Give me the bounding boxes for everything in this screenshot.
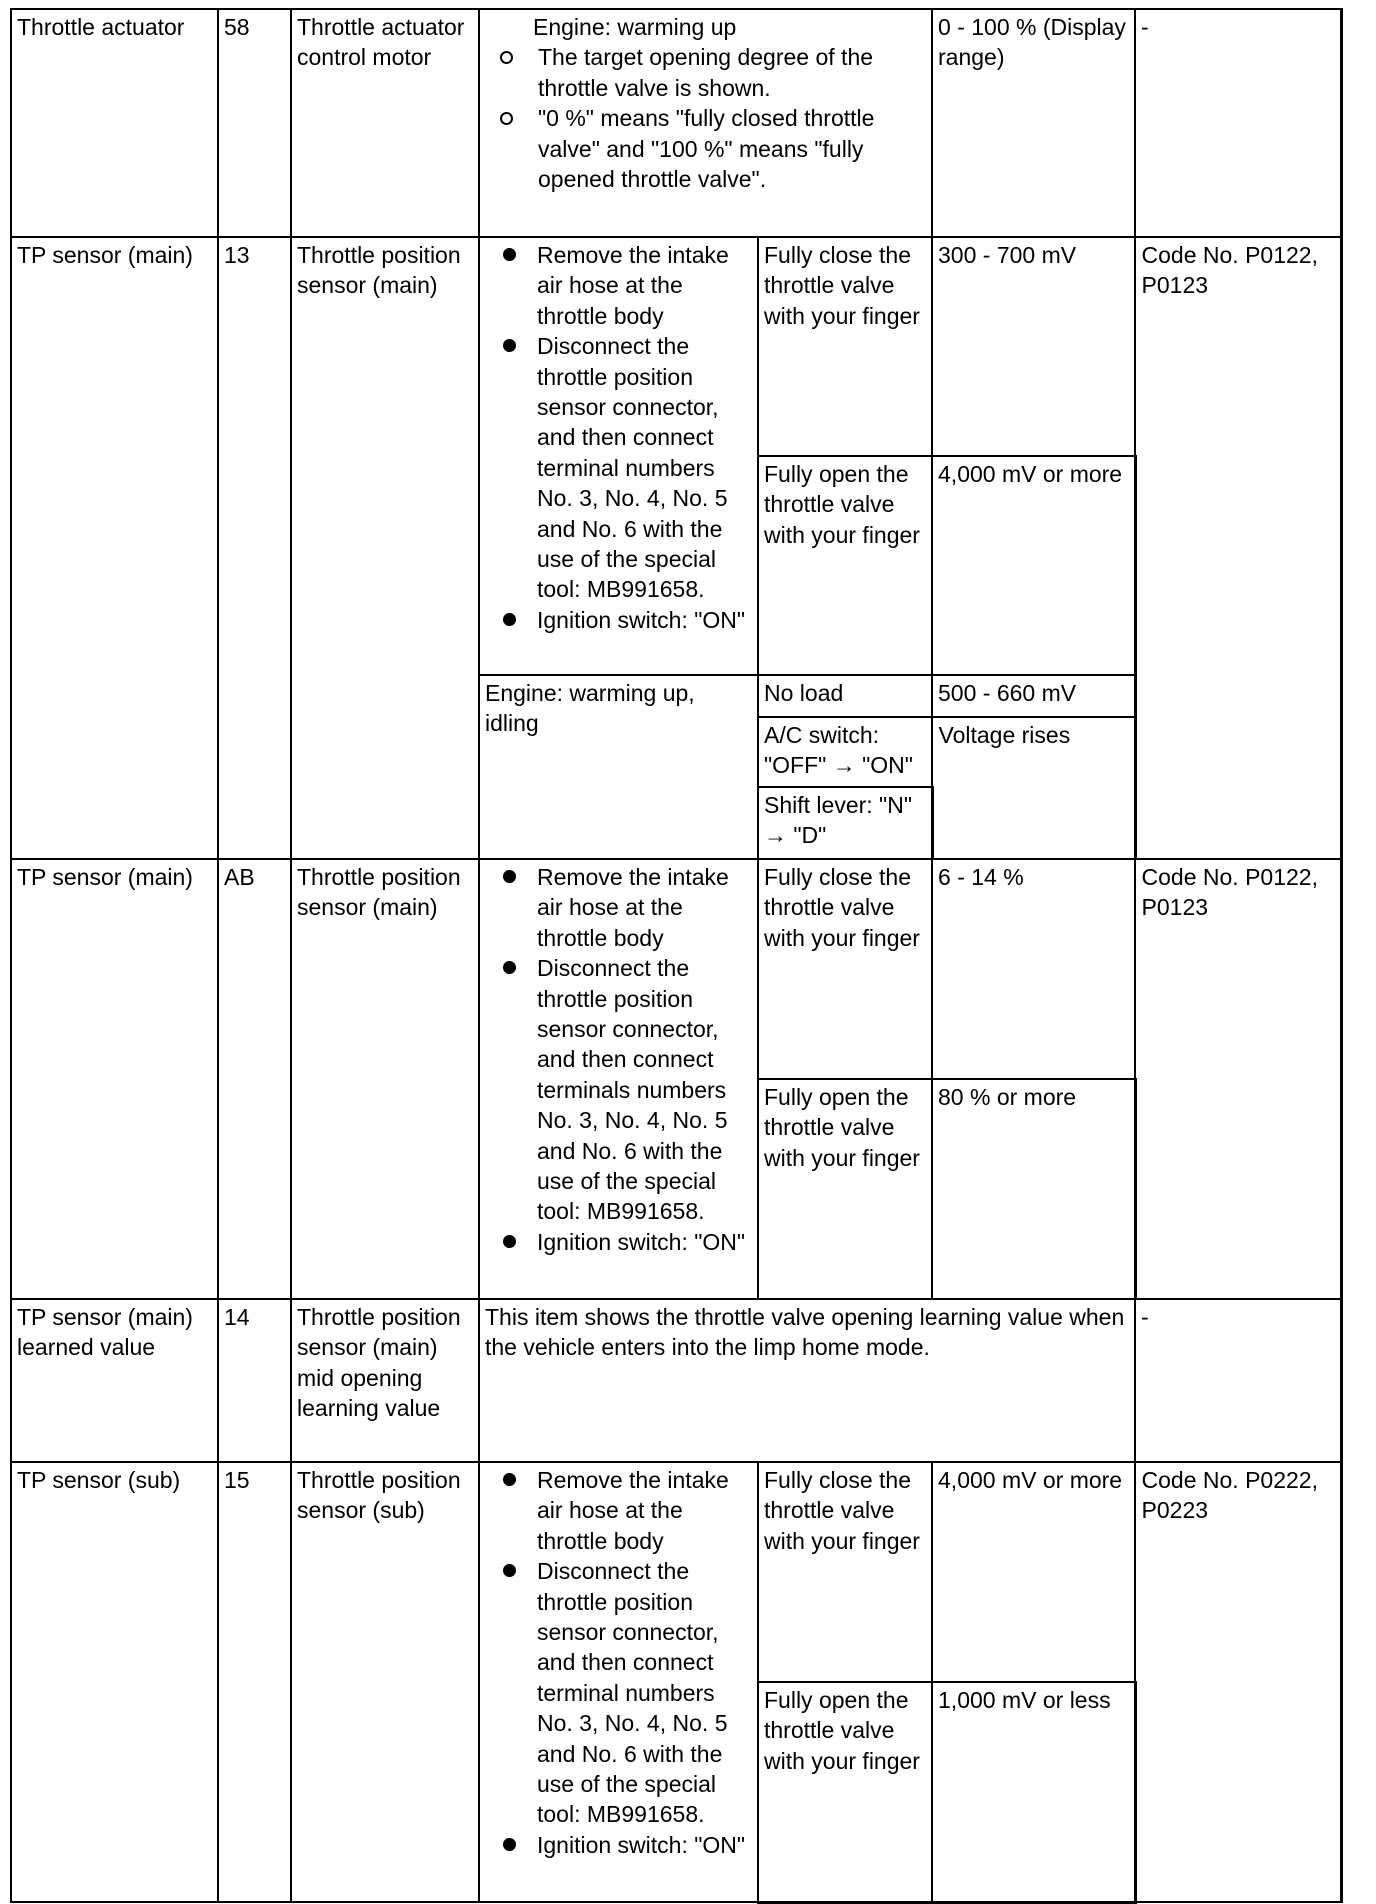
item-name-cell: Throttle actuator control motor (291, 9, 479, 237)
item-name-cell: Throttle position sensor (main) mid opening learning value (291, 1299, 479, 1462)
item-no-cell: 14 (218, 1299, 291, 1462)
condition-notes (485, 42, 926, 194)
normal-condition-cell: 6 - 14 % (932, 859, 1135, 1079)
item-name-cell: Throttle position sensor (main) (291, 237, 479, 859)
item-no-cell: 58 (218, 9, 291, 237)
prep-cell (479, 237, 758, 675)
prep-list (485, 862, 752, 1257)
normal-condition-cell: 4,000 mV or more (932, 1462, 1135, 1682)
inspection-cell: - (1135, 1299, 1341, 1462)
service-manual-page (10, 8, 1340, 1904)
check-condition-cell: Fully close the throttle valve with your finger (758, 859, 932, 1079)
list-item: Ignition switch: "ON" (485, 1830, 752, 1860)
inspection-cell: Code No. P0222, P0223 (1135, 1462, 1341, 1902)
check-condition-cell: Fully close the throttle valve with your finger (758, 1462, 932, 1682)
normal-condition-cell: 4,000 mV or more (932, 456, 1135, 675)
check-condition-cell: Fully close the throttle valve with your finger (758, 237, 932, 456)
list-item: Remove the intake air hose at the throttle body (485, 1465, 752, 1556)
list-item: Disconnect the throttle position sensor connector, and then connect terminal numbers No. 3, No. 4, No. 5 and No. 6 with the use of the special tool: MB991658. (485, 331, 752, 605)
list-item: Disconnect the throttle position sensor connector, and then connect terminal numbers No. 3, No. 4, No. 5 and No. 6 with the use of the special tool: MB991658. (485, 1556, 752, 1830)
item-cell: TP sensor (sub) (11, 1462, 218, 1902)
item-no-cell: 13 (218, 237, 291, 859)
prep-cell (479, 859, 758, 1299)
normal-condition-cell: 500 - 660 mV (932, 675, 1135, 717)
normal-condition-cell: 80 % or more (932, 1079, 1135, 1299)
list-item: Remove the intake air hose at the throttle body (485, 862, 752, 953)
condition-cell (479, 9, 932, 237)
list-item: "0 %" means "fully closed throttle valve" and "100 %" means "fully opened throttle valve". (538, 103, 926, 194)
prep-list (485, 240, 752, 635)
description-cell: This item shows the throttle valve opening learning value when the vehicle enters into the limp home mode. (479, 1299, 1135, 1462)
idle-condition-cell: Engine: warming up, idling (479, 675, 758, 859)
table-row (11, 1299, 1341, 1462)
check-condition-cell: A/C switch: "OFF" → "ON" (758, 717, 932, 787)
item-no-cell: 15 (218, 1462, 291, 1902)
data-list-table (10, 8, 1343, 1904)
table-row (11, 237, 1341, 456)
check-condition-cell: Fully open the throttle valve with your finger (758, 456, 932, 675)
check-condition-cell: Fully open the throttle valve with your finger (758, 1682, 932, 1902)
item-cell: TP sensor (main) (11, 237, 218, 859)
check-condition-cell: Shift lever: "N" → "D" (758, 787, 932, 859)
item-name-cell: Throttle position sensor (main) (291, 859, 479, 1299)
item-cell: Throttle actuator (11, 9, 218, 237)
table-row (11, 9, 1341, 237)
list-item: Disconnect the throttle position sensor connector, and then connect terminals numbers No. 3, No. 4, No. 5 and No. 6 with the use of the special tool: MB991658. (485, 953, 752, 1227)
list-item: Ignition switch: "ON" (485, 1227, 752, 1257)
check-condition-cell: Fully open the throttle valve with your finger (758, 1079, 932, 1299)
item-name-cell: Throttle position sensor (sub) (291, 1462, 479, 1902)
normal-condition-cell: Voltage rises (932, 717, 1135, 859)
inspection-cell: Code No. P0122, P0123 (1135, 859, 1341, 1299)
condition-heading: Engine: warming up (533, 14, 737, 40)
list-item: Remove the intake air hose at the throttle body (485, 240, 752, 331)
table-row (11, 859, 1341, 1079)
prep-list (485, 1465, 752, 1860)
list-item: Ignition switch: "ON" (485, 605, 752, 635)
item-cell: TP sensor (main) learned value (11, 1299, 218, 1462)
item-cell: TP sensor (main) (11, 859, 218, 1299)
inspection-cell: - (1135, 9, 1341, 237)
item-no-cell: AB (218, 859, 291, 1299)
normal-condition-cell: 300 - 700 mV (932, 237, 1135, 456)
normal-condition-cell: 0 - 100 % (Display range) (932, 9, 1135, 237)
list-item: The target opening degree of the throttle valve is shown. (538, 42, 926, 103)
table-row (11, 1462, 1341, 1682)
prep-cell (479, 1462, 758, 1902)
inspection-cell: Code No. P0122, P0123 (1135, 237, 1341, 859)
check-condition-cell: No load (758, 675, 932, 717)
normal-condition-cell: 1,000 mV or less (932, 1682, 1135, 1902)
